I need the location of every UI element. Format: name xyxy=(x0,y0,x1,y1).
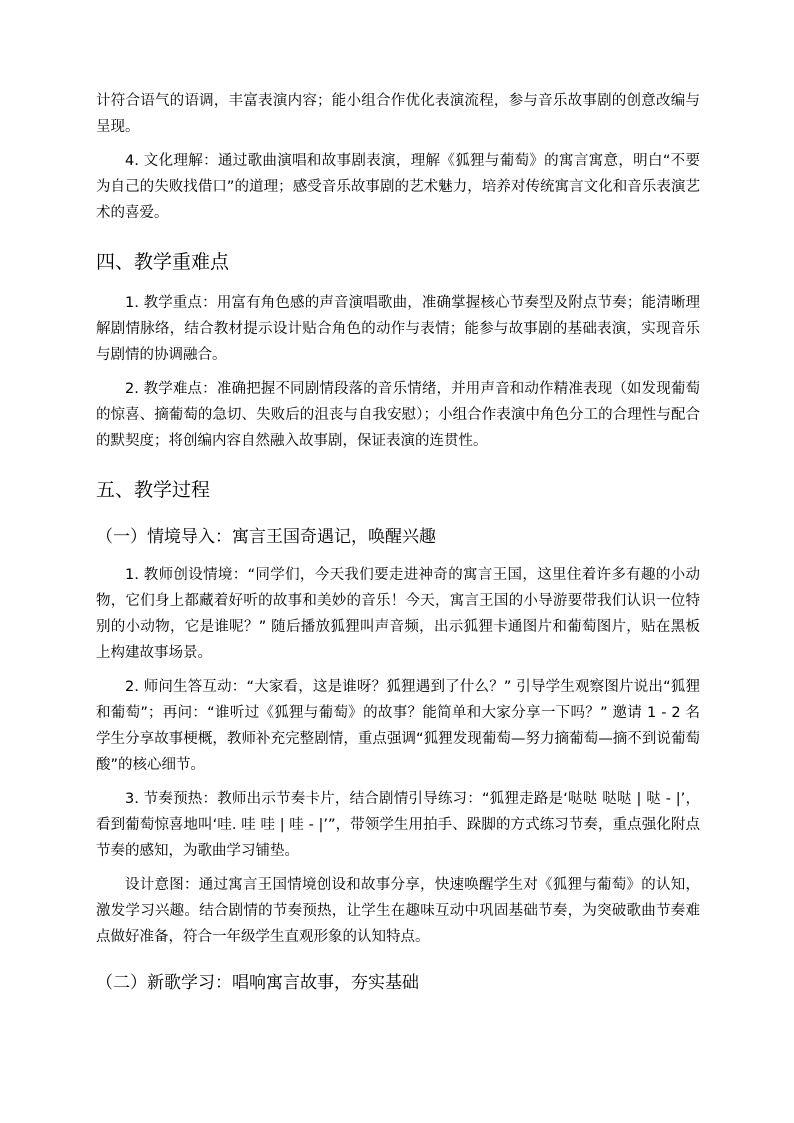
subsection-heading-introduction: （一）情境导入：寓言王国奇遇记，唤醒兴趣 xyxy=(96,527,436,547)
section-heading-teaching-process: 五、教学过程 xyxy=(96,479,211,501)
paragraph-teacher-scenario: 1. 教师创设情境：“同学们，今天我们要走进神奇的寓言王国，这里住着许多有趣的小动物，它们身上都藏着好听的故事和美妙的音乐！今天，寓言王国的小导游要带我们认识一位特别的小动物，它是谁呢？” 随后播放狐狸叫声音频，出示狐狸卡通图片和葡萄图片，贴在黑板上构建故事场景。 xyxy=(96,567,700,661)
paragraph-teaching-focus: 1. 教学重点：用富有角色感的声音演唱歌曲，准确掌握核心节奏型及附点节奏；能清晰理解剧情脉络，结合教材提示设计贴合角色的动作与表情；能参与故事剧的基础表演，实现音乐与剧情的协调融合。 xyxy=(96,295,700,363)
paragraph-continuation: 计符合语气的语调，丰富表演内容；能小组合作优化表演流程，参与音乐故事剧的创意改编与呈现。 xyxy=(96,93,700,135)
document-body xyxy=(96,88,700,1008)
paragraph-teaching-difficulty: 2. 教学难点：准确把握不同剧情段落的音乐情绪，并用声音和动作精准表现（如发现葡萄的惊喜、摘葡萄的急切、失败后的沮丧与自我安慰）；小组合作表演中角色分工的合理性与配合的默契度；将创编内容自然融入故事剧，保证表演的连贯性。 xyxy=(96,381,700,449)
subsection-heading-new-song: （二）新歌学习：唱响寓言故事，夯实基础 xyxy=(96,973,419,993)
paragraph-qa-interaction: 2. 师问生答互动：“大家看，这是谁呀？狐狸遇到了什么？” 引导学生观察图片说出“狐狸和葡萄”；再问：“谁听过《狐狸与葡萄》的故事？能简单和大家分享一下吗？” 邀请 1 - 2 名学生分享故事梗概，教师补充完整剧情，重点强调“狐狸发现葡萄—努力摘葡萄—摘不到说葡萄酸”的核心细节。 xyxy=(96,679,700,773)
paragraph-cultural-understanding: 4. 文化理解：通过歌曲演唱和故事剧表演，理解《狐狸与葡萄》的寓言寓意，明白“不要为自己的失败找借口”的道理；感受音乐故事剧的艺术魅力，培养对传统寓言文化和音乐表演艺术的喜爱。 xyxy=(96,153,700,221)
paragraph-rhythm-warmup: 3. 节奏预热：教师出示节奏卡片，结合剧情引导练习：“狐狸走路是‘哒哒 哒哒 | 哒 - |’，看到葡萄惊喜地叫‘哇. 哇 哇 | 哇 - |’”，带领学生用拍手、跺脚的方式练习节奏，重点强化附点节奏的感知，为歌曲学习铺垫。 xyxy=(96,791,700,859)
paragraph-design-intent: 设计意图：通过寓言王国情境创设和故事分享，快速唤醒学生对《狐狸与葡萄》的认知，激发学习兴趣。结合剧情的节奏预热，让学生在趣味互动中巩固基础节奏，为突破歌曲节奏难点做好准备，符合一年级学生直观形象的认知特点。 xyxy=(96,877,700,945)
section-heading-key-points: 四、教学重难点 xyxy=(96,251,230,273)
